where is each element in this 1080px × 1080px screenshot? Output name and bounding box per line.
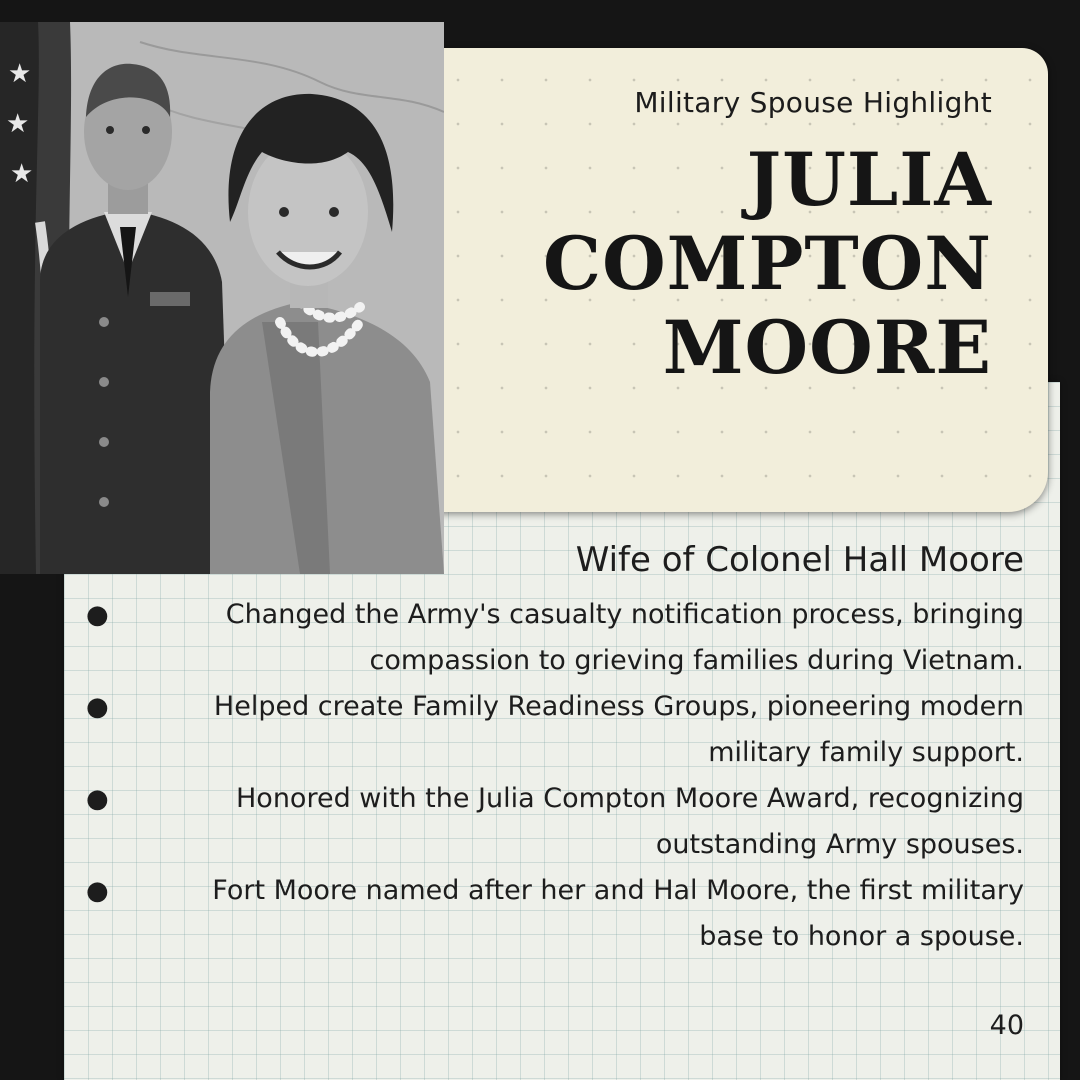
bullet-icon: ● [86,600,109,630]
list-item [80,592,1024,684]
list-item-text: Honored with the Julia Compton Moore Award, recognizing outstanding Army spouses. [236,783,1024,860]
person-name-title [543,138,992,390]
name-line-middle: COMPTON [542,221,992,307]
name-line-first: JULIA [746,137,992,223]
list-item [80,868,1024,960]
section-kicker: Military Spouse Highlight [634,86,992,119]
subtitle: Wife of Colonel Hall Moore [575,540,1024,580]
page-number: 40 [989,1010,1024,1041]
bullet-icon: ● [86,876,109,906]
list-item-text: Helped create Family Readiness Groups, pioneering modern military family support. [213,691,1024,768]
svg-text:★: ★ [6,109,30,139]
svg-text:★: ★ [10,159,34,189]
bullet-icon: ● [86,784,109,814]
achievement-list [80,592,1024,960]
bullet-icon: ● [86,692,109,722]
list-item-text: Fort Moore named after her and Hal Moore, the first military base to honor a spouse. [212,875,1024,952]
list-item [80,684,1024,776]
list-item-text: Changed the Army's casualty notification process, bringing compassion to grieving families during Vietnam. [225,599,1024,676]
historical-photo [0,22,444,574]
svg-text:★: ★ [8,59,32,89]
list-item [80,776,1024,868]
name-line-last: MOORE [662,305,992,391]
